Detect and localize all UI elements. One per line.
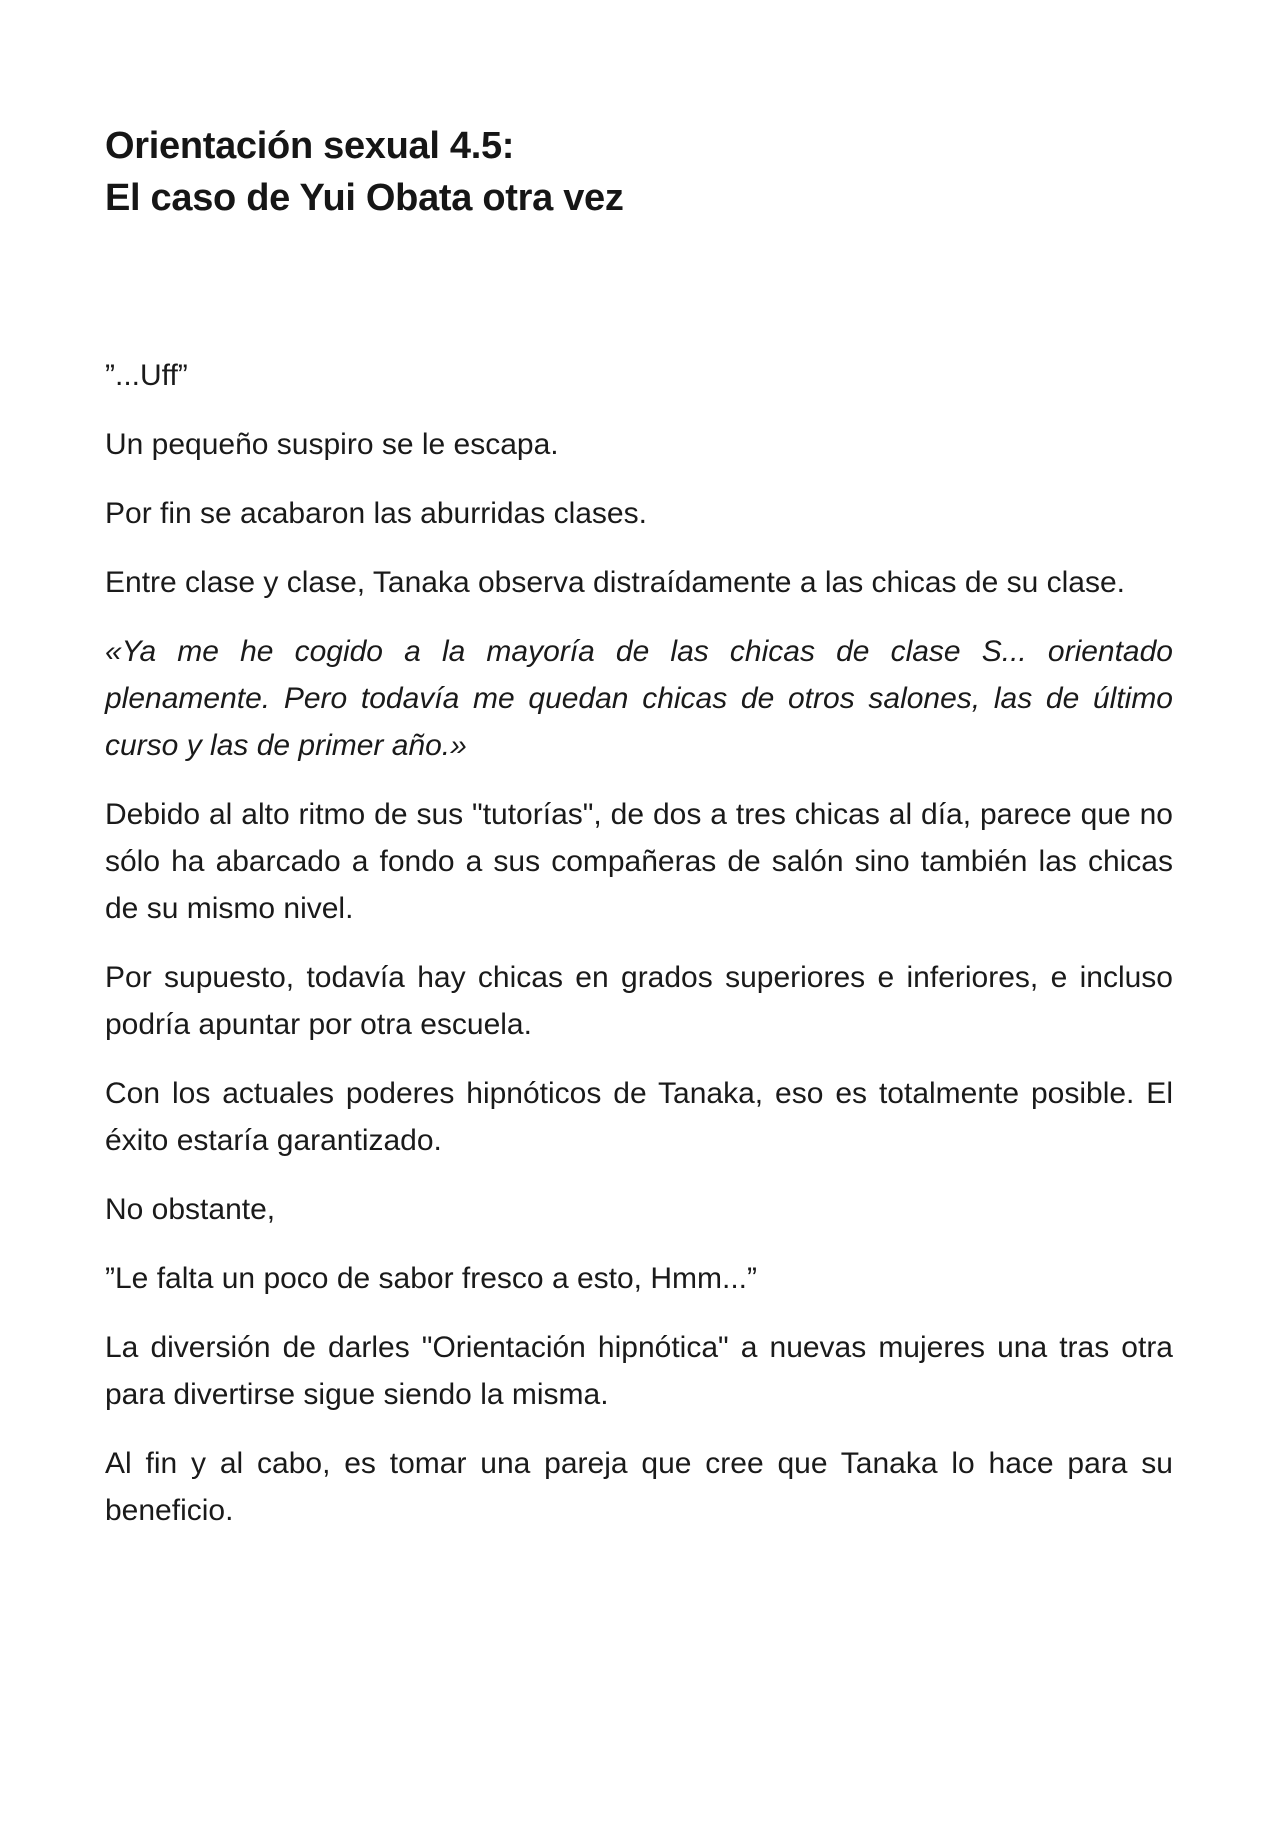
paragraph: Debido al alto ritmo de sus "tutorías", de dos a tres chicas al día, parece que no sólo ha abarcado a fondo a sus compañeras de salón sino también las chicas de su mismo nivel.: [105, 798, 1173, 925]
paragraph: Al fin y al cabo, es tomar una pareja que cree que Tanaka lo hace para su beneficio.: [105, 1447, 1173, 1527]
paragraph: No obstante,: [105, 1193, 276, 1226]
title-line-2: El caso de Yui Obata otra vez: [105, 177, 624, 219]
paragraph: Entre clase y clase, Tanaka observa distraídamente a las chicas de su clase.: [105, 566, 1125, 599]
paragraph: ”Le falta un poco de sabor fresco a esto, Hmm...”: [105, 1262, 757, 1295]
paragraph: «Ya me he cogido a la mayoría de las chicas de clase S... orientado plenamente. Pero todavía me quedan chicas de otros salones, las de último curso y las de primer año.»: [105, 635, 1173, 762]
title-line-1: Orientación sexual 4.5:: [105, 125, 515, 167]
paragraph: Con los actuales poderes hipnóticos de Tanaka, eso es totalmente posible. El éxito estaría garantizado.: [105, 1077, 1173, 1157]
paragraph: La diversión de darles "Orientación hipnótica" a nuevas mujeres una tras otra para divertirse sigue siendo la misma.: [105, 1331, 1173, 1411]
document-title: [105, 120, 1173, 224]
paragraph: Por supuesto, todavía hay chicas en grados superiores e inferiores, e incluso podría apuntar por otra escuela.: [105, 961, 1173, 1041]
document-body: [105, 352, 1173, 1534]
paragraph: Un pequeño suspiro se le escapa.: [105, 428, 559, 461]
paragraph: ”...Uff”: [105, 359, 188, 392]
paragraph: Por fin se acabaron las aburridas clases.: [105, 497, 647, 530]
